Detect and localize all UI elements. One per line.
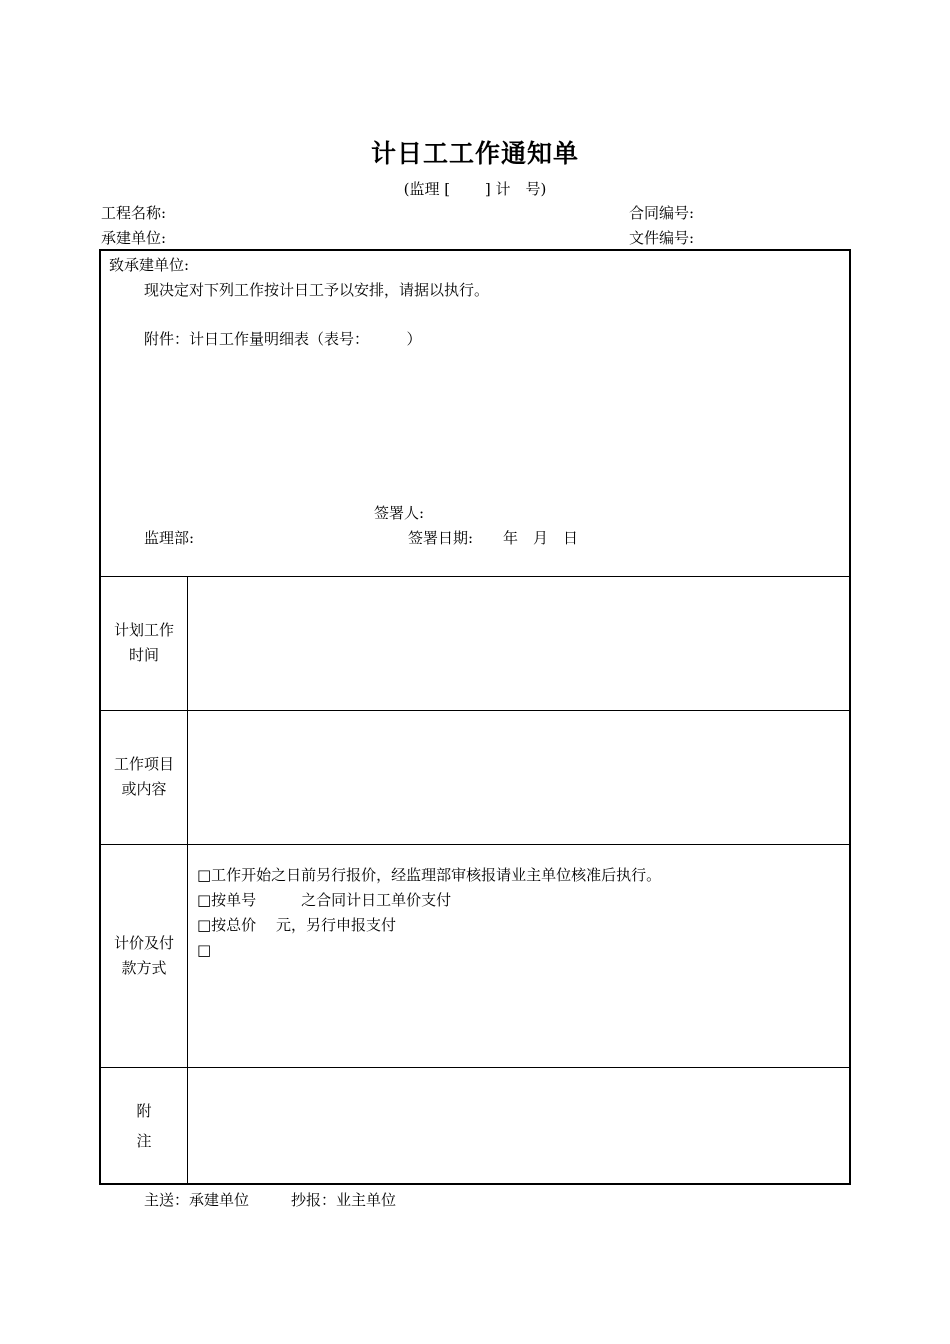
column-divider <box>187 576 188 1183</box>
plan-time-label-line2: 时间 <box>128 646 159 664</box>
row-divider <box>101 710 849 711</box>
remarks-label-line1: 附 <box>136 1102 152 1120</box>
row-divider <box>101 844 849 845</box>
notice-body: 现决定对下列工作按计日工予以安排，请据以执行。 <box>144 281 490 299</box>
copy-recipient: 抄报：业主单位 <box>291 1191 397 1209</box>
row-divider <box>101 1067 849 1068</box>
pricing-label-line2: 款方式 <box>121 959 167 977</box>
sign-date-label: 签署日期: 年 月 日 <box>408 529 579 547</box>
recipient-label: 致承建单位: <box>109 256 190 274</box>
document-number: (监理 [ ] 计 号) <box>403 180 547 198</box>
project-name-label: 工程名称: <box>101 204 167 222</box>
attachment-line: 附件：计日工作量明细表（表号： ） <box>144 330 422 348</box>
remarks-label-line2: 注 <box>136 1132 152 1150</box>
document-no-label: 文件编号: <box>629 229 695 247</box>
supervision-dept-label: 监理部: <box>144 529 195 547</box>
contract-no-label: 合同编号: <box>629 204 695 222</box>
contractor-label: 承建单位: <box>101 229 167 247</box>
work-item-label-line2: 或内容 <box>121 780 167 798</box>
document-title: 计日工工作通知单 <box>370 139 579 168</box>
pricing-option-quote[interactable]: □工作开始之日前另行报价，经监理部审核报请业主单位核准后执行。 <box>197 866 662 884</box>
pricing-option-unit-price[interactable]: □按单号 之合同计日工单价支付 <box>197 891 452 909</box>
work-item-label-line1: 工作项目 <box>113 755 174 773</box>
signer-label: 签署人: <box>374 504 425 522</box>
pricing-option-other[interactable]: □ <box>197 941 212 959</box>
row-divider <box>101 576 849 577</box>
main-recipient: 主送：承建单位 <box>144 1191 250 1209</box>
pricing-label-line1: 计价及付 <box>113 934 174 952</box>
notice-form-table <box>99 249 851 1185</box>
plan-time-label-line1: 计划工作 <box>113 621 174 639</box>
pricing-option-total-price[interactable]: □按总价 元，另行申报支付 <box>197 916 396 934</box>
